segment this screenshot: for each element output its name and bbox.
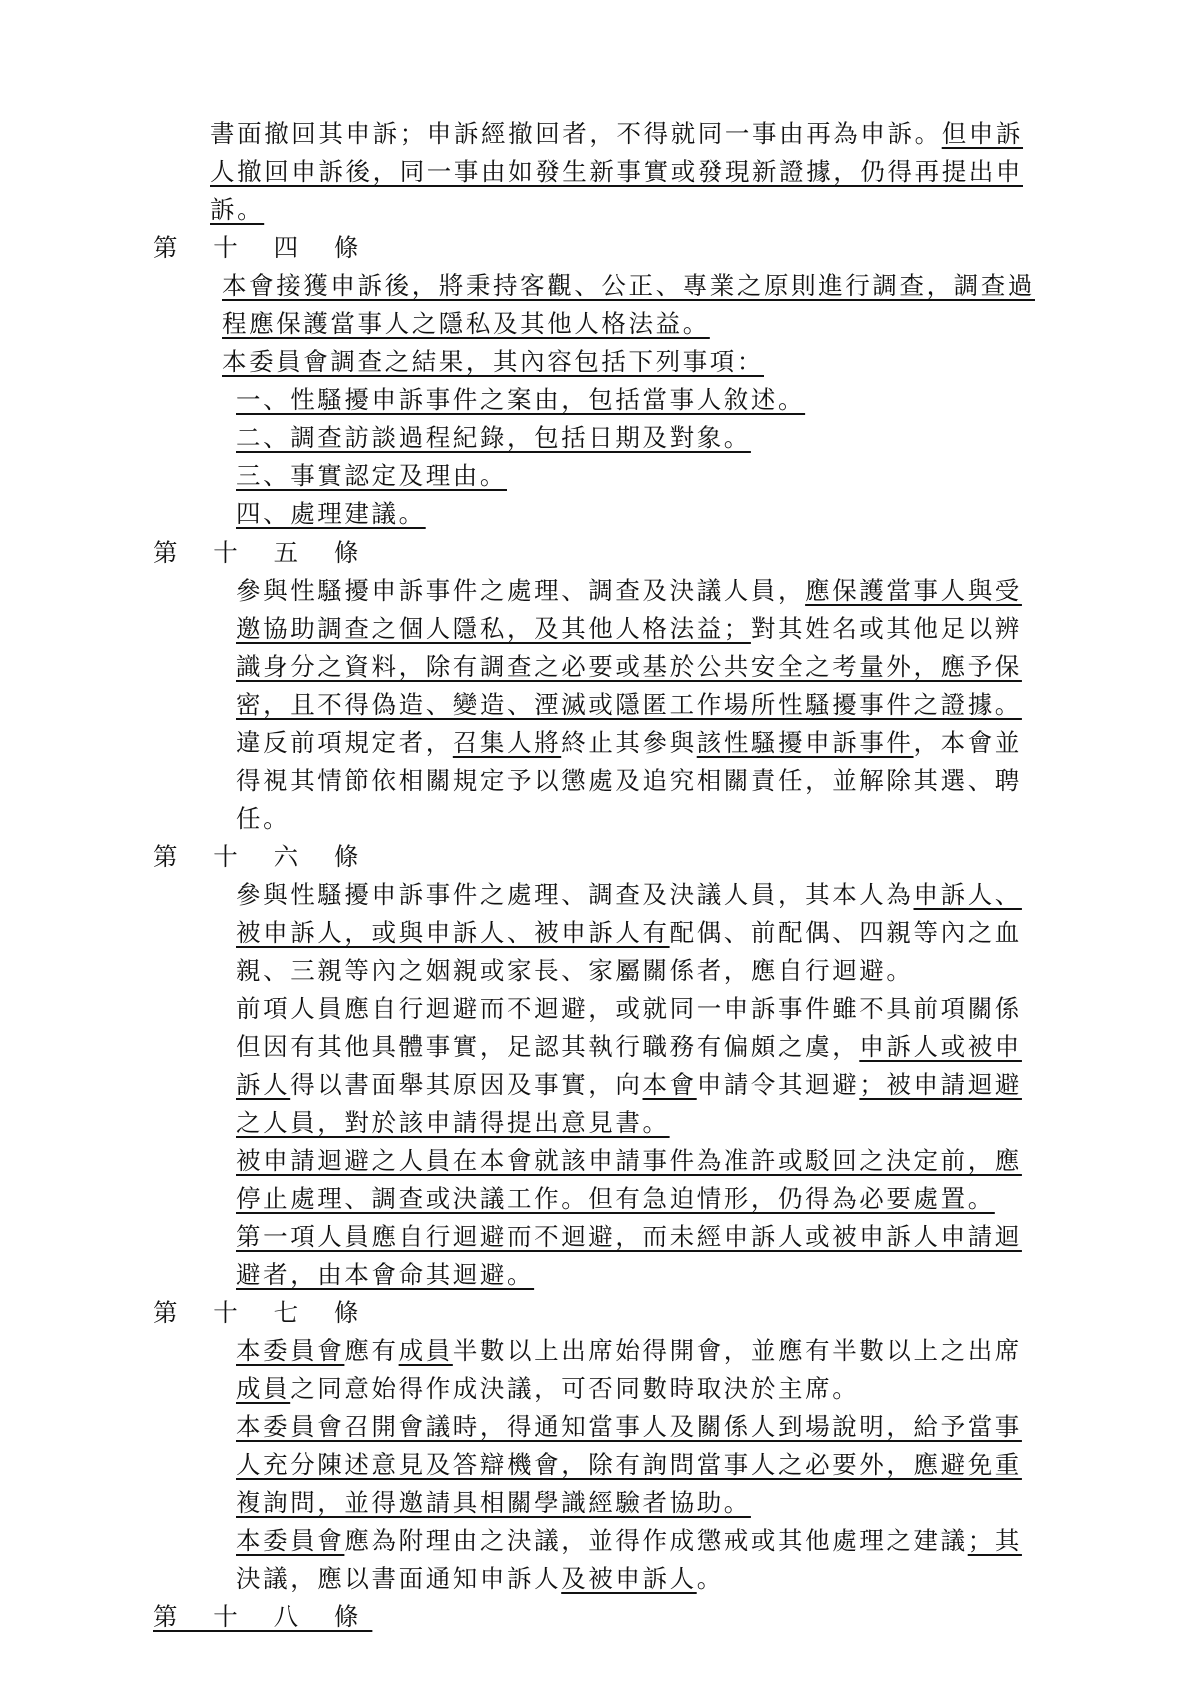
text-line [236,612,1022,646]
underlined-run: 第一項人員應自行迴避而不迴避，而未經申訴人或被申訴人申請迴 [236,1222,1022,1251]
list-item [236,421,751,455]
underlined-run: 該性騷擾申訴事件 [696,728,914,757]
text-line [236,1182,995,1216]
text-run: 得以書面舉其原因及事實，向 [290,1070,643,1099]
underlined-run: 停止處理、調查或決議工作。但有急迫情形，仍得為必要處置。 [236,1184,995,1213]
text-run: 申請令其迴避 [696,1070,860,1099]
article-heading-17: 第 十 七 條 [153,1298,373,1327]
text-line [236,1372,859,1406]
text-run: 配偶、前配偶、四親等內之血 [669,918,1022,947]
underlined-run: 本會接獲申訴後，將秉持客觀、公正、專業之原則進行調查，調查過 [222,271,1035,300]
underlined-run: 程應保護當事人之隱私及其他人格法益。 [222,309,710,338]
text-line [236,1448,1022,1482]
underlined-run: 但申訴 [941,119,1024,148]
text-run: 前項人員應自行迴避而不迴避，或就同一申訴事件雖不具前項關係 [236,994,1022,1023]
text-run: ，本會並 [913,728,1022,757]
text-run: 親、三親等內之姻親或家長、家屬關係者，應自行迴避。 [236,956,914,985]
text-run: 違反前項規定者， [236,728,453,757]
text-line [236,1106,670,1140]
underlined-run: 本委員會 [236,1526,345,1555]
article-heading-14: 第 十 四 條 [153,233,373,262]
underlined-run: 二、調查訪談過程紀錄，包括日期及對象。 [236,423,751,452]
text-run: 之同意始得作成決議，可否同數時取決於主席。 [290,1374,860,1403]
underlined-run: 成員 [236,1374,291,1403]
text-line [222,269,1035,303]
underlined-run: ；其 [967,1526,1022,1555]
text-line [236,1220,1022,1254]
underlined-run: 邀協助調查之個人隱私，及其他人格法益； [236,614,751,643]
underlined-run: 訴。 [210,195,265,224]
underlined-run: 成員 [398,1336,453,1365]
underlined-run: 避者，由本會命其迴避。 [236,1260,535,1289]
text-line [236,878,1022,912]
list-item [236,497,426,531]
underlined-run: 複詢問，並得邀請具相關學識經驗者協助。 [236,1488,751,1517]
text-run: 半數以上出席始得開會，並應有半數以上之出席 [452,1336,1022,1365]
text-run: 書面撤回其申訴；申訴經撤回者，不得就同一事由再為申訴。 [210,119,942,148]
list-item [236,459,507,493]
text-run: 終止其參與 [561,728,697,757]
text-line [236,1068,1022,1102]
underlined-run: 本委員會 [236,1336,345,1365]
text-line [236,1258,534,1292]
text-line [236,1524,1022,1558]
underlined-run: 三、事實認定及理由。 [236,461,507,490]
text-line [222,345,764,379]
underlined-run: 人充分陳述意見及答辯機會，除有詢問當事人之必要外，應避免重 [236,1450,1022,1479]
underlined-run: 四、處理建議。 [236,499,426,528]
underlined-run: 本委員會召開會議時，得通知當事人及關係人到場說明，給予當事 [236,1412,1022,1441]
text-line [236,726,1022,760]
text-line [236,992,1022,1026]
text-line [236,954,914,988]
underlined-run: 識身分之資料，除有調查之必要或基於公共安全之考量外，應予保 [236,652,1022,681]
text-run: 。 [696,1564,724,1593]
underlined-run: 人撤回申訴後，同一事由如發生新事實或發現新證據，仍得再提出申 [210,157,1023,186]
underlined-run: 應保護當事人與受 [805,576,1022,605]
underlined-run: 訴人 [236,1070,291,1099]
underlined-run: 申訴人、 [913,880,1022,909]
text-run: 參與性騷擾申訴事件之處理、調查及決議人員， [236,576,806,605]
underlined-run: 被申訴人，或與申訴人、被申訴人有 [236,918,670,947]
text-line [236,650,1022,684]
underlined-run: 召集人將 [452,728,562,757]
text-run: 對其姓名或其他足以辨 [750,614,1022,643]
underlined-run: 申訴人或被申 [859,1032,1022,1061]
underlined-run: ；被申請迴避 [859,1070,1022,1099]
underlined-run: 一、性騷擾申訴事件之案由，包括當事人敘述。 [236,385,806,414]
underlined-run: 本委員會調查之結果，其內容包括下列事項： [222,347,764,376]
text-line [236,1486,751,1520]
article-heading-18: 第 十 八 條 [153,1602,373,1631]
list-item [236,383,805,417]
text-line [236,1562,724,1596]
text-line [210,193,264,227]
text-line [236,802,290,836]
article-heading-16: 第 十 六 條 [153,842,373,871]
text-run: 但因有其他具體事實，足認其執行職務有偏頗之虞， [236,1032,860,1061]
text-run: 參與性騷擾申訴事件之處理、調查及決議人員，其本人為 [236,880,914,909]
text-line [236,1334,1022,1368]
text-run: 任。 [236,804,291,833]
text-run: 應有 [344,1336,399,1365]
text-line [236,1030,1022,1064]
underlined-run: 被申請迴避之人員在本會就該申請事件為准許或駁回之決定前，應 [236,1146,1022,1175]
article-heading-15: 第 十 五 條 [153,538,373,567]
text-run: 應為附理由之決議，並得作成懲戒或其他處理之建議 [344,1526,968,1555]
text-line [236,916,1022,950]
underlined-run: 本會 [642,1070,697,1099]
text-line [236,1410,1022,1444]
text-line [210,117,1023,151]
text-line [236,764,1022,798]
text-line [210,155,1023,189]
underlined-run: 密，且不得偽造、變造、湮滅或隱匿工作場所性騷擾事件之證據。 [236,690,1022,719]
underlined-run: 及被申訴人 [561,1564,697,1593]
text-run: 得視其情節依相關規定予以懲處及追究相關責任，並解除其選、聘 [236,766,1022,795]
text-run: 決議，應以書面通知申訴人 [236,1564,562,1593]
underlined-run: 之人員，對於該申請得提出意見書。 [236,1108,670,1137]
text-line [236,574,1022,608]
text-line [236,1144,1022,1178]
text-line [222,307,710,341]
text-line [236,688,1022,722]
